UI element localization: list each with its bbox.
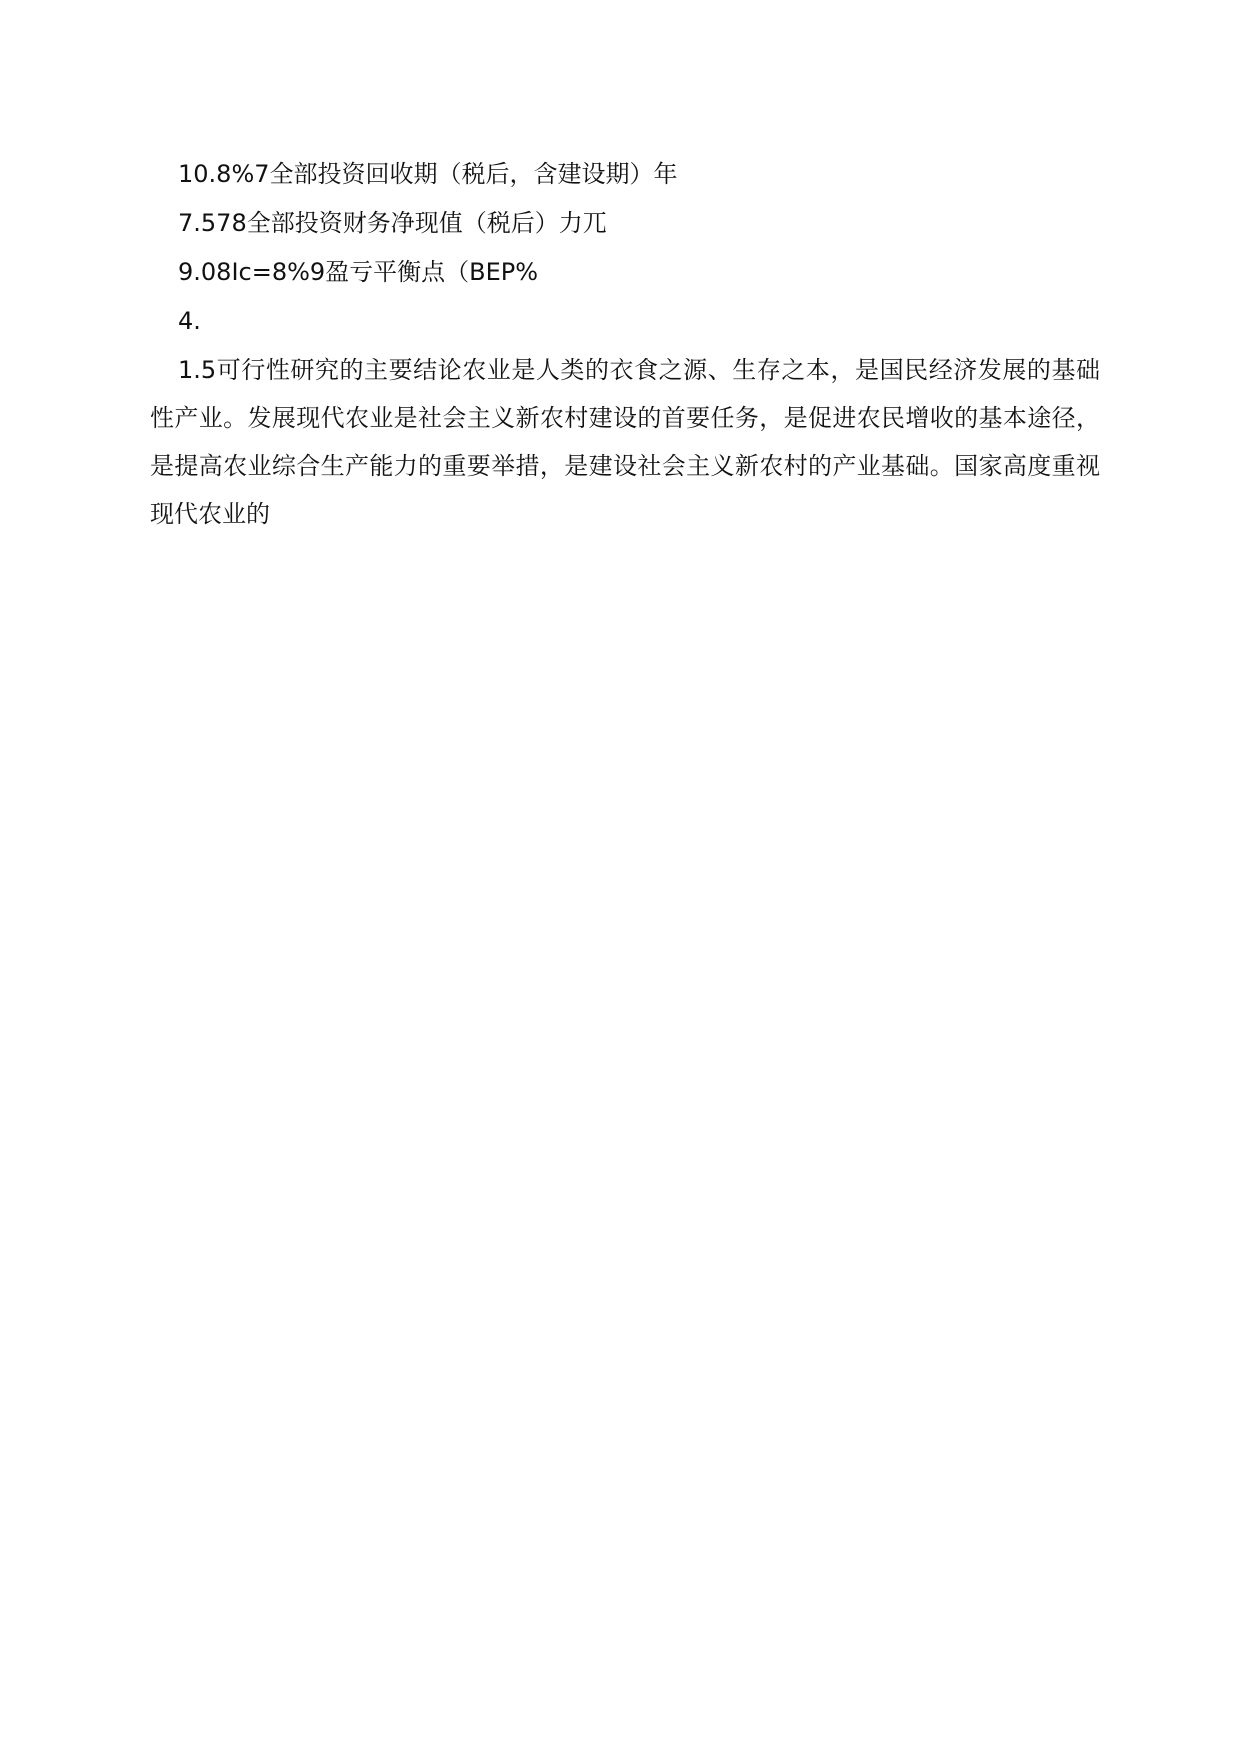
net-present-value-line: 7.578全部投资财务净现值（税后）力兀 (178, 209, 607, 237)
main-conclusion-paragraph: 1.5可行性研究的主要结论农业是人类的衣食之源、生存之本，是国民经济发展的基础性产业。发展现代农业是社会主义新农村建设的首要任务，是促进农民增收的基本途径，是提高农业综合生产能力的重要举措，是建设社会主义新农村的产业基础。国家高度重视现代农业的 (150, 356, 1100, 528)
break-even-point-line: 9.08Ic=8%9盈亏平衡点（BEP% (178, 258, 539, 286)
section-number-line: 4. (178, 307, 201, 335)
payback-period-line: 10.8%7全部投资回收期（税后，含建设期）年 (178, 160, 678, 188)
document-body (150, 150, 1100, 538)
